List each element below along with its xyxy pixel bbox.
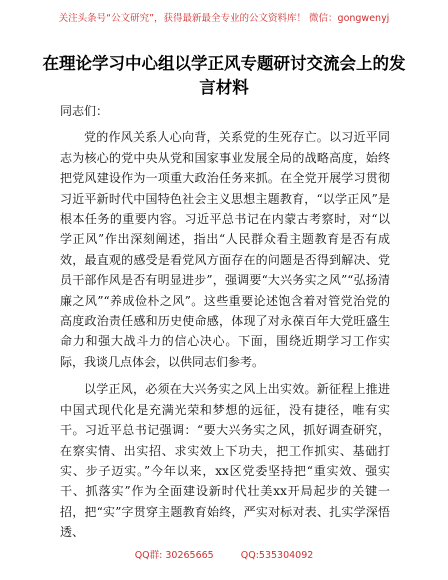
document-title: 在理论学习中心组以学正风专题研讨交流会上的发言材料 bbox=[42, 54, 406, 97]
paragraph-1: 党的作风关系人心向背，关系党的生死存亡。以习近平同志为核心的党中央从党和国家事业发展全局的战略高度，始终把党风建设作为一项重大政治任务来抓。在全党开展学习贯彻习近平新时代中国特色社会主义思想主题教育，“以学正风”是根本任务的重要内容。习近平总书记在内蒙古考察时，对“以学正风”作出深刻阐述，指出“人民群众看主题教育是否有成效，最直观的感受是看党风方面存在的问题是否得到解决、党员干部作风是否有明显进步”，强调要“大兴务实之风”“弘扬清廉之风”“养成俭朴之风”。这些重要论述饱含着对管党治党的高度政治责任感和历史使命感，体现了对永葆百年大党旺盛生命力和强大战斗力的信心决心。下面，围绕近期学习工作实际，我谈几点体会，以供同志们参考。 bbox=[60, 130, 390, 369]
paragraph-2: 以学正风，必须在大兴务实之风上出实效。新征程上推进中国式现代化是充满光荣和梦想的远征，没有捷径，唯有实干。习近平总书记强调：“要大兴务实之风，抓好调查研究，在察实情、出实招、求实效上下功夫，把工作抓实、基础打实、步子迈实。”今年以来，xx区党委坚持把“重实效、强实干、抓落实”作为全面建设新时代壮美xx开局起步的关键一招，把“实”字贯穿主题教育始终，严实对标对表、扎实学深悟透、 bbox=[60, 382, 390, 540]
qq-group-text[interactable]: QQ群: 30265665 bbox=[134, 550, 214, 561]
footer-contact bbox=[0, 547, 448, 561]
salutation: 同志们： bbox=[60, 104, 109, 118]
qq-number-text[interactable]: QQ:535304092 bbox=[240, 550, 314, 561]
document-body bbox=[60, 101, 390, 543]
promo-banner[interactable]: 关注头条号“公文研究”，获得最新最全专业的公文资料库！ 微信：gongwenyj bbox=[58, 13, 390, 24]
